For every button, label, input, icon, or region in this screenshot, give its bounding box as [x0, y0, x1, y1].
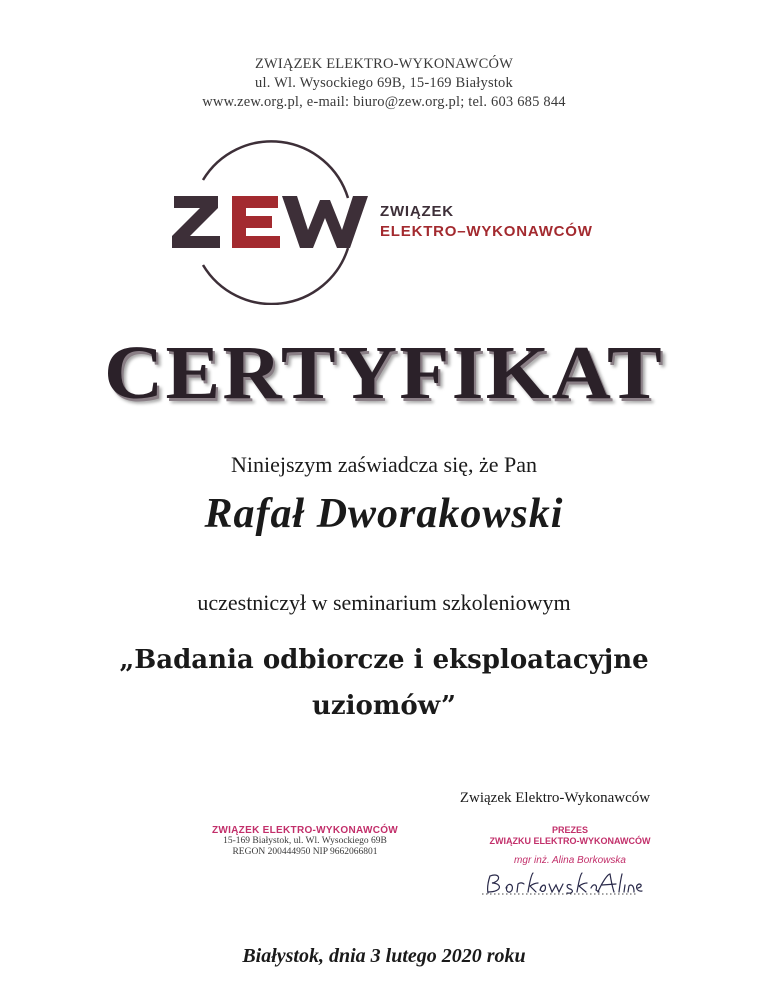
recipient-name: Rafał Dworakowski	[204, 491, 564, 537]
participation-text: uczestniczył w seminarium szkoleniowym	[197, 590, 571, 615]
course-title-line2: uziomów”	[311, 691, 457, 721]
course-title	[0, 637, 768, 729]
handwritten-signature	[478, 868, 648, 900]
stamp-role: PREZES	[551, 825, 588, 835]
stamp-role-org: ZWIĄZKU ELEKTRO-WYKONAWCÓW	[489, 836, 651, 846]
stamp-org-title: ZWIĄZEK ELEKTRO-WYKONAWCÓW	[211, 825, 399, 836]
certificate-title: CERTYFIKAT	[104, 331, 664, 415]
issuer-name: Związek Elektro-Wykonawców	[459, 790, 651, 806]
stamp-address: 15-169 Białystok, ul. Wl. Wysockiego 69B	[223, 836, 387, 846]
intro-text: Niniejszym zaświadcza się, że Pan	[230, 452, 538, 477]
stamp-ids: REGON 200444950 NIP 9662066801	[232, 847, 378, 857]
course-title-line1: „Badania odbiorcze i eksploatacyjne	[119, 645, 649, 675]
header-org-name: ZWIĄZEK ELEKTRO-WYKONAWCÓW	[254, 56, 514, 72]
logo-text-line2: ELEKTRO–WYKONAWCÓW	[380, 223, 593, 240]
zew-logo	[160, 140, 620, 305]
logo-text-line1: ZWIĄZEK	[380, 203, 454, 220]
place-and-date: Białystok, dnia 3 lutego 2020 roku	[242, 945, 526, 967]
header-address: ul. Wl. Wysockiego 69B, 15-169 Białystok	[255, 75, 513, 91]
header-contact: www.zew.org.pl, e-mail: biuro@zew.org.pl; tel. 603 685 844	[202, 94, 566, 110]
president-stamp	[470, 825, 670, 866]
stamp-person: mgr inż. Alina Borkowska	[514, 855, 626, 866]
organization-stamp	[205, 825, 405, 858]
